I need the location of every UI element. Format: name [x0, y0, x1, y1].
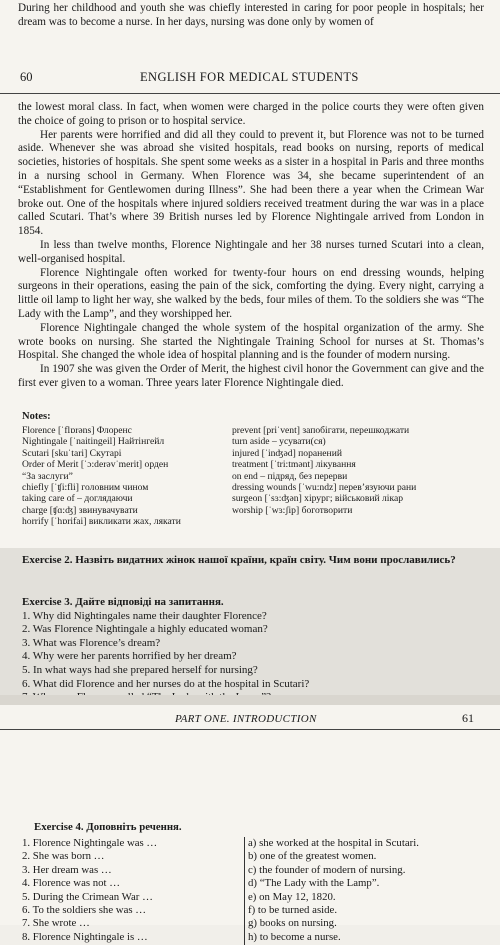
- question-item: 2. Was Florence Nightingale a highly educated woman?: [22, 623, 268, 636]
- note-item: Order of Merit [ˈɔ:derəvˈmerit] орден: [22, 459, 169, 471]
- sentence-start: 3. Her dream was …: [22, 863, 112, 876]
- sentence-start: 1. Florence Nightingale was …: [22, 837, 158, 849]
- sentence-start: 5. During the Crimean War …: [22, 890, 153, 903]
- main-text: [18, 101, 484, 391]
- page-separator: [0, 695, 500, 705]
- sentence-ending: c) the founder of modern of nursing.: [248, 863, 406, 876]
- note-item: taking care of – доглядаючи: [22, 493, 133, 505]
- notes-section: [22, 411, 492, 528]
- sentence-start: 8. Florence Nightingale is …: [22, 930, 148, 943]
- sentence-starts-column: [22, 837, 157, 944]
- question-item: 3. What was Florence’s dream?: [22, 636, 161, 649]
- paragraph: In 1907 she was given the Order of Merit, the highest civil honor the Government can give and the first ever given to a woman. Three years later Florence Nightingale died.: [18, 363, 484, 389]
- sentence-start: 2. She was born …: [22, 850, 105, 863]
- notes-title: Notes:: [22, 411, 51, 422]
- note-item: prevent [priˈvent] запобігати, перешкоджати: [232, 425, 410, 436]
- sentence-start: 7. She wrote …: [22, 917, 90, 930]
- note-item: worship [ˈwɜ:ʃip] боготворити: [232, 504, 353, 516]
- header-rule: [0, 93, 500, 94]
- paragraph: the lowest moral class. In fact, when women were charged in the police courts they were often given the choice of going to prison or to hospital service.: [18, 101, 484, 127]
- page-header-2: [0, 705, 500, 745]
- sentence-start: 4. Florence was not …: [22, 877, 121, 890]
- question-item: 6. What did Florence and her nurses do at the hospital in Scutari?: [22, 677, 310, 690]
- header-rule-2: [0, 729, 500, 730]
- note-item: injured [ˈinʤəd] поранений: [232, 447, 342, 459]
- note-item: surgeon [ˈsɜ:ʤən] хірург; військовий лікар: [232, 493, 404, 505]
- question-item: 5. In what ways had she prepared herself for nursing?: [22, 663, 258, 676]
- sentence-endings-column: [248, 837, 419, 944]
- notes-left-column: [22, 425, 181, 528]
- top-fragment-paragraph: During her childhood and youth she was chiefly interested in caring for poor people in hospitals; her dream was to become a nurse. In her days, nursing was done only by women of: [18, 2, 484, 28]
- paragraph: Her parents were horrified and did all they could to prevent it, but Florence was not to be turned aside. Whenever she was abroad she visited hospitals, read books on nursing, reports of medical societies, histories of hospitals. She spent some weeks as a sister in a hospital in Paris and three months in a nursing school in Germany. When Florence was 34, she became superintendent of an “Establishment for Gentlewomen during Illness”. She had been there a year when the Crimean War broke out. One of the hospitals where injured soldiers received treatment during the war was in a place called Scutari. That’s where 39 British nurses led by Florence Nightingale arrived from London in 1854.: [18, 128, 484, 238]
- note-item: chiefly [ˈʧi:fli] головним чином: [22, 482, 149, 494]
- note-item: charge [ʧɑ:ʤ] звинувачувати: [22, 504, 138, 516]
- exercise-3-title: Exercise 3. Дайте відповіді на запитання.: [22, 596, 224, 608]
- page-header: [0, 64, 500, 84]
- paragraph: Florence Nightingale changed the whole system of the hospital organization of the army. She wrote books on nursing. She started the Nightingale Training School for nurses at St. Thomas’s Hospital. She changed the whole idea of hospital planning and is the founder of modern nursing.: [18, 321, 484, 362]
- note-item: “За заслуги”: [22, 470, 73, 482]
- sentence-ending: d) “The Lady with the Lamp”.: [248, 877, 380, 890]
- sentence-start: 6. To the soldiers she was …: [22, 904, 147, 917]
- exercise-4-title: Exercise 4. Доповніть речення.: [34, 821, 182, 833]
- page-number-2: 61: [462, 711, 474, 725]
- notes-right-column: [232, 425, 416, 516]
- note-item: Florence [ˈflɒrəns] Флоренс: [22, 425, 132, 436]
- page-61: [0, 705, 500, 943]
- exercise-4: [20, 821, 490, 943]
- running-title: ENGLISH FOR MEDICAL STUDENTS: [140, 70, 359, 84]
- page-number: 60: [20, 70, 33, 84]
- sentence-ending: b) one of the greatest women.: [248, 850, 377, 863]
- sentence-ending: e) on May 12, 1820.: [248, 890, 336, 903]
- note-item: on end – підряд, без перерви: [232, 470, 348, 482]
- sentence-ending: f) to be turned aside.: [248, 904, 338, 917]
- sentence-ending: h) to become a nurse.: [248, 930, 341, 943]
- paragraph: Florence Nightingale often worked for twenty-four hours on end dressing wounds, helping surgeons in their operations, easing the pain of the sick, comforting the dying. Every night, carrying a little oil lamp to light her way, she walked by the beds, four miles of them. To the soldiers she was “The Lady with the Lamp”, and they worshipped her.: [18, 266, 484, 320]
- question-item: 4. Why were her parents horrified by her dream?: [22, 650, 237, 663]
- sentence-ending: a) she worked at the hospital in Scutari.: [248, 837, 419, 849]
- note-item: dressing wounds [ˈwu:ndz] перев’язуючи рани: [232, 482, 417, 494]
- exercise-2: Exercise 2. Назвіть видатних жінок нашої країни, країн світу. Чим вони прославились?: [22, 554, 456, 566]
- note-item: treatment [ˈtri:tmənt] лікування: [232, 459, 356, 471]
- paragraph: In less than twelve months, Florence Nightingale and her 38 nurses turned Scutari into a clean, well-organised hospital.: [18, 238, 484, 265]
- sentence-ending: g) books on nursing.: [248, 917, 337, 930]
- question-item: 1. Why did Nightingales name their daughter Florence?: [22, 609, 267, 622]
- note-item: horrify [ˈhɒrifai] викликати жах, лякати: [22, 516, 181, 528]
- running-title-2: PART ONE. INTRODUCTION: [175, 713, 317, 725]
- column-divider: [244, 837, 245, 945]
- note-item: turn aside – усувати(ся): [232, 436, 326, 448]
- note-item: Nightingale [ˈnaitingeil] Найтінгейл: [22, 436, 165, 448]
- note-item: Scutari [skuˈtari] Скутарі: [22, 447, 122, 459]
